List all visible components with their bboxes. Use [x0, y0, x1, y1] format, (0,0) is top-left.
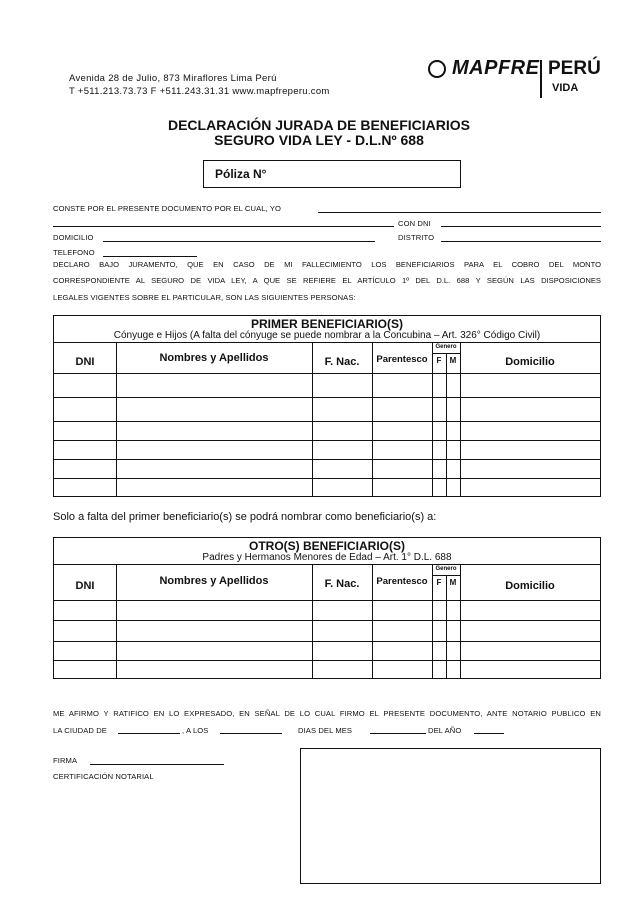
logo-divider: [540, 60, 542, 98]
table2-title: OTRO(S) BENEFICIARIO(S): [249, 539, 405, 553]
page-title: DECLARACIÓN JURADA DE BENEFICIARIOS: [167, 117, 471, 133]
declaration-line-1: DECLARO BAJO JURAMENTO, QUE EN CASO DE MI FALLECIMIENTO LOS BENEFICIARIOS PARA EL COBRO DEL MONTO: [53, 260, 601, 269]
declaration-line-3: LEGALES VIGENTES SOBRE EL PARTICULAR, SON LAS SIGUIENTES PERSONAS:: [53, 293, 356, 302]
address-line-2: T +511.213.73.73 F +511.243.31.31 www.mapfreperu.com: [69, 86, 330, 97]
notary-certification-box[interactable]: [300, 748, 601, 884]
conste-label: CONSTE POR EL PRESENTE DOCUMENTO POR EL CUAL, YO: [53, 204, 282, 213]
con-dni-label: CON DNI: [398, 219, 431, 228]
table-row[interactable]: [54, 422, 600, 440]
table-row[interactable]: [54, 601, 600, 620]
firma-label: FIRMA: [53, 756, 78, 765]
dias-del-mes-label: DIAS DEL MES: [298, 726, 353, 735]
table2-genero-label: Genero: [435, 566, 457, 572]
table1-col-m: M: [449, 356, 457, 365]
name-line-continued[interactable]: [53, 226, 394, 227]
dni-line[interactable]: [441, 226, 601, 227]
table1-title: PRIMER BENEFICIARIO(S): [250, 317, 403, 331]
firma-line[interactable]: [90, 764, 224, 765]
table2-col-f: F: [436, 578, 442, 587]
table2-col-domicilio: Domicilio: [505, 580, 555, 592]
table2-col-parentesco: Parentesco: [376, 576, 428, 587]
table-row[interactable]: [54, 441, 600, 459]
la-ciudad-label: LA CIUDAD DE: [53, 726, 107, 735]
ano-line[interactable]: [474, 733, 504, 734]
distrito-line[interactable]: [441, 241, 601, 242]
table-row[interactable]: [54, 642, 600, 660]
telefono-label: TELEFONO: [53, 248, 95, 257]
address-line-1: Avenida 28 de Julio, 873 Miraflores Lima Perú: [69, 73, 277, 84]
secondary-beneficiary-note: Solo a falta del primer beneficiario(s) se podrá nombrar como beneficiario(s) a:: [53, 511, 437, 523]
brand-name: MAPFRE: [452, 57, 540, 79]
table-row[interactable]: [54, 460, 600, 478]
distrito-label: DISTRITO: [398, 233, 435, 242]
closing-line-1: ME AFIRMO Y RATIFICO EN LO EXPRESADO, EN SEÑAL DE LO CUAL FIRMO EL PRESENTE DOCUMENTO, ANTE NOTARIO PUBLICO EN: [53, 709, 601, 718]
table1-col-fnac: F. Nac.: [324, 356, 360, 368]
mapfre-logo-icon: [428, 60, 446, 78]
declaration-line-2: CORRESPONDIENTE AL SEGURO DE VIDA LEY, A QUE SE REFIERE EL ARTÍCULO 1º DEL D.L. 688 Y SEGÚN LAS DISPOSICIONES: [53, 276, 601, 285]
brand-unit: VIDA: [552, 82, 579, 94]
ciudad-line[interactable]: [118, 733, 180, 734]
a-los-label: , A LOS: [182, 726, 209, 735]
poliza-field[interactable]: [203, 160, 461, 188]
del-ano-label: DEL AÑO: [428, 726, 462, 735]
dias-line[interactable]: [220, 733, 282, 734]
table2-col-m: M: [449, 578, 457, 587]
table1-genero-label: Genero: [435, 344, 457, 350]
table-row[interactable]: [54, 374, 600, 397]
domicilio-line[interactable]: [103, 241, 375, 242]
table1-col-parentesco: Parentesco: [376, 354, 428, 365]
primer-beneficiario-table: [53, 315, 601, 497]
table-row[interactable]: [54, 479, 600, 496]
otros-beneficiarios-table: [53, 537, 601, 679]
table2-col-dni: DNI: [75, 580, 95, 592]
table-row[interactable]: [54, 621, 600, 641]
table1-subtitle: Cónyuge e Hijos (A falta del cónyuge se puede nombrar a la Concubina – Art. 326° Código Civil): [113, 330, 541, 341]
poliza-label: Póliza N°: [215, 167, 267, 181]
brand-country: PERÚ: [548, 58, 601, 79]
table2-col-nombres: Nombres y Apellidos: [159, 575, 269, 587]
table1-col-domicilio: Domicilio: [505, 356, 555, 368]
name-line[interactable]: [318, 212, 601, 213]
table1-col-f: F: [436, 356, 442, 365]
certificacion-label: CERTIFICACIÓN NOTARIAL: [53, 772, 154, 781]
mes-line[interactable]: [370, 733, 426, 734]
table2-col-fnac: F. Nac.: [324, 578, 360, 590]
table-row[interactable]: [54, 661, 600, 678]
table1-col-dni: DNI: [75, 356, 95, 368]
table2-subtitle: Padres y Hermanos Menores de Edad – Art. 1° D.L. 688: [202, 552, 452, 563]
domicilio-label: DOMICILIO: [53, 233, 94, 242]
table-row[interactable]: [54, 398, 600, 421]
page-subtitle: SEGURO VIDA LEY - D.L.Nº 688: [214, 132, 424, 148]
table1-col-nombres: Nombres y Apellidos: [159, 352, 269, 364]
